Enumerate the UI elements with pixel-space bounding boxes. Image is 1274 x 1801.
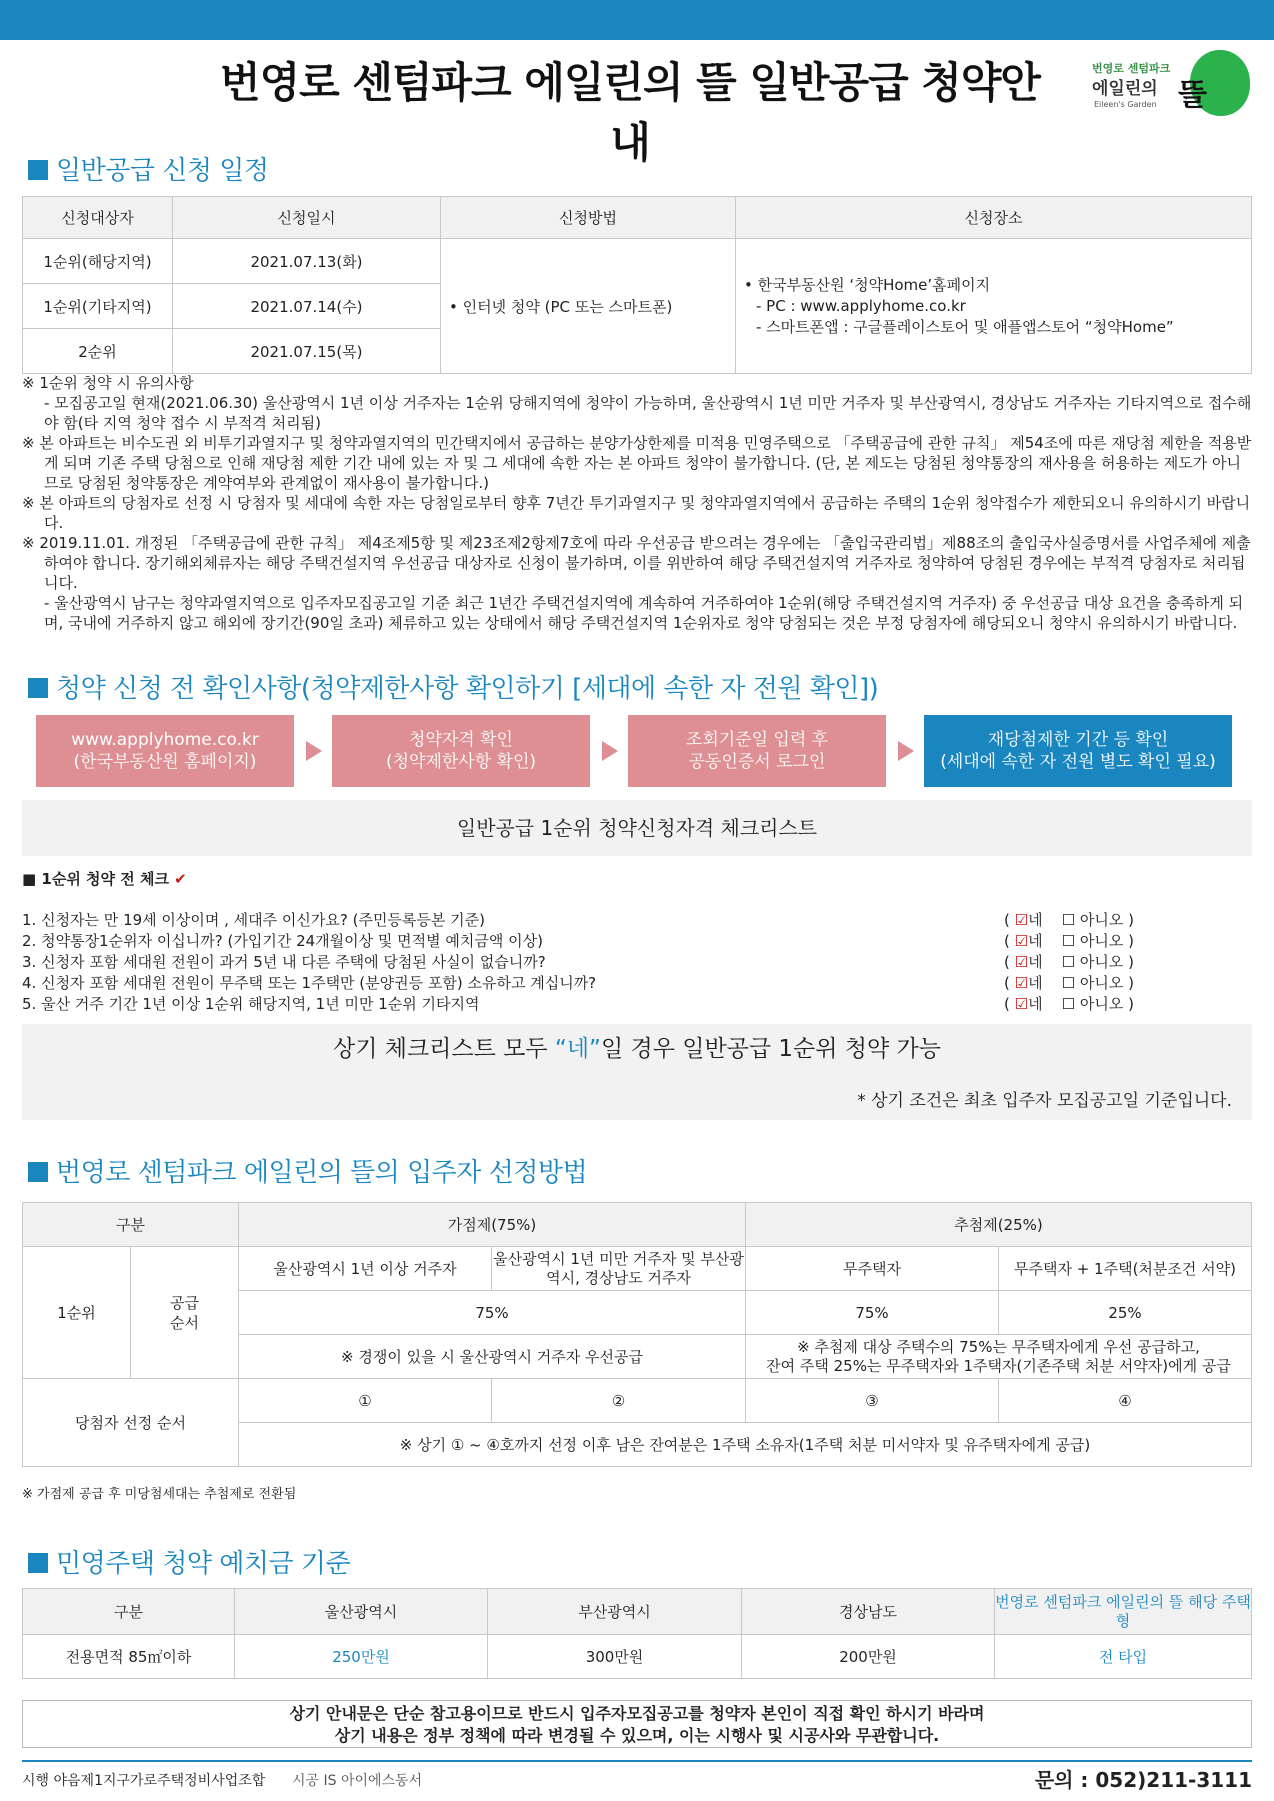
checklist bbox=[22, 910, 1152, 1015]
step-4: 재당첨제한 기간 등 확인 (세대에 속한 자 전원 별도 확인 필요) bbox=[924, 715, 1232, 787]
schedule-table: 신청대상자 신청일시 신청방법 신청장소 1순위(해당지역) 2021.07.13(화) • 인터넷 청약 (PC 또는 스마트폰) • 한국부동산원 ‘청약Home’홈페이지 - PC : www.applyhome.co.kr - 스마트폰앱 : 구글플레이스토어 및 애플앱스토어 “청약Home” 1순위(기타지역) 2021.07.14(수) 2순위 2021.07.15(목) bbox=[22, 196, 1252, 374]
deposit-table: 구분 울산광역시 부산광역시 경상남도 번영로 센텀파크 에일린의 뜰 해당 주택형 전용면적 85㎡이하 250만원 300만원 200만원 전 타입 bbox=[22, 1588, 1252, 1679]
checkmark-icon: ✔ bbox=[174, 870, 187, 888]
table-cell: 2021.07.13(화) bbox=[173, 239, 441, 284]
section-schedule-heading: 일반공급 신청 일정 bbox=[28, 150, 268, 187]
square-bullet-icon bbox=[28, 1162, 48, 1182]
section-deposit-heading: 민영주택 청약 예치금 기준 bbox=[28, 1543, 350, 1580]
contact-phone[interactable]: 문의 : 052)211-3111 bbox=[1034, 1768, 1252, 1792]
logo-line1: 번영로 센텀파크 bbox=[1092, 62, 1171, 75]
step-2: 청약자격 확인 (청약제한사항 확인) bbox=[332, 715, 590, 787]
list-item: 1. 신청자는 만 19세 이상이며 , 세대주 이신가요? (주민등록등본 기준) ( ☑네 ☐ 아니오 ) bbox=[22, 911, 1134, 929]
disclaimer-box: 상기 안내문은 단순 참고용이므로 반드시 입주자모집공고를 청약자 본인이 직접 확인 하시기 바라며 상기 내용은 정부 정책에 따라 변경될 수 있으며, 이는 시행사 및 시공사와 무관합니다. bbox=[22, 1700, 1252, 1748]
checkbox-checked-icon[interactable]: ☑ bbox=[1014, 911, 1029, 929]
list-item: 2. 청약통장1순위자 이십니까? (가입기간 24개월이상 및 면적별 예치금액 이상) ( ☑네 ☐ 아니오 ) bbox=[22, 932, 1134, 950]
apply-method: • 인터넷 청약 (PC 또는 스마트폰) bbox=[441, 239, 736, 374]
section-method-heading: 번영로 센텀파크 에일린의 뜰의 입주자 선정방법 bbox=[28, 1152, 587, 1189]
section-check-heading: 청약 신청 전 확인사항(청약제한사항 확인하기 [세대에 속한 자 전원 확인]) bbox=[28, 668, 878, 705]
page-title: 번영로 센텀파크 에일린의 뜰 일반공급 청약안내 bbox=[220, 58, 1040, 167]
developer: 시행 야음제1지구가로주택정비사업조합 bbox=[22, 1773, 266, 1789]
lottery-note: ※ 추첨제 대상 주택수의 75%는 무주택자에게 우선 공급하고, 잔여 주택 25%는 무주택자와 1주택자(기존주택 처분 서약자)에게 공급 bbox=[746, 1335, 1252, 1379]
process-steps bbox=[36, 715, 1236, 787]
table-cell: 2순위 bbox=[23, 329, 173, 374]
logo-line2: 에일린의 bbox=[1092, 79, 1158, 99]
arrow-right-icon bbox=[306, 741, 322, 761]
checklist-pre: ■ 1순위 청약 전 체크 ✔ bbox=[22, 870, 187, 888]
notes: ※ 1순위 청약 시 유의사항 - 모집공고일 현재(2021.06.30) 울산광역시 1년 이상 거주자는 1순위 당해지역에 청약이 가능하며, 울산광역시 1년 미만 거주자 및 부산광역시, 경상남도 거주자는 기타지역으로 접수해야 함(타 지역 청약 접수 시 부적격 처리됨) ※ 본 아파트는 비수도권 외 비투기과열지구 및 청약과열지역의 민간택지에서 공급하는 분양가상한제를 미적용 민영주택으로 「주택공급에 관한 규칙」 제54조에 따른 재당첨 제한을 적용받게 되며 기존 주택 당첨으로 인해 재당첨 제한 기간 내에 있는 자 및 그 세대에 속한 자는 본 아파트 청약이 불가합니다. (단, 본 제도는 당첨된 청약통장의 재사용을 허용하는 제도가 아니므로 당첨된 청약통장은 계약여부와 관계없이 재사용이 불가합니다.) ※ 본 아파트의 당첨자로 선정 시 당첨자 및 세대에 속한 자는 당첨일로부터 향후 7년간 투기과열지구 및 청약과열지역에서 공급하는 주택의 1순위 청약접수가 제한되오니 유의하시기 바랍니다. ※ 2019.11.01. 개정된 「주택공급에 관한 규칙」 제4조제5항 및 제23조제2항제7호에 따라 우선공급 받으려는 경우에는 「출입국관리법」제88조의 출입국사실증명서를 사업주체에 제출하여야 합니다. 장기해외체류자는 해당 주택건설지역 우선공급 대상자로 신청이 불가하며, 이를 위반하여 해당 주택건설지역 거주자로 청약하여 당첨된 경우에는 부적격 당첨자로 처리됩니다. - 울산광역시 남구는 청약과열지역으로 입주자모집공고일 기준 최근 1년간 주택건설지역에 계속하여 거주하여야 1순위(해당 주택건설지역 거주자) 중 우선공급 대상 요건을 충족하게 되며, 국내에 거주하지 않고 해외에 장기간(90일 초과) 체류하고 있는 상태에서 해당 주택건설지역 1순위자로 청약 당첨되는 것은 부정 당첨자에 해당되오니 청약시 유의하시기 바랍니다. bbox=[22, 374, 1252, 632]
checkbox-checked-icon[interactable]: ☑ bbox=[1014, 974, 1029, 992]
checklist-conclusion: 상기 체크리스트 모두 “네”일 경우 일반공급 1순위 청약 가능 * 상기 조건은 최초 입주자 모집공고일 기준입니다. bbox=[22, 1024, 1252, 1120]
list-item: 5. 울산 거주 기간 1년 이상 1순위 해당지역, 1년 미만 1순위 기타지역 ( ☑네 ☐ 아니오 ) bbox=[22, 995, 1134, 1013]
step-3: 조회기준일 입력 후 공동인증서 로그인 bbox=[628, 715, 886, 787]
list-item: 4. 신청자 포함 세대원 전원이 무주택 또는 1주택만 (분양권등 포함) 소유하고 계십니까? ( ☑네 ☐ 아니오 ) bbox=[22, 974, 1134, 992]
table-cell: 1순위(기타지역) bbox=[23, 284, 173, 329]
checkbox-icon[interactable]: ☐ bbox=[1061, 932, 1076, 950]
checkbox-checked-icon[interactable]: ☑ bbox=[1014, 932, 1029, 950]
checklist-title: 일반공급 1순위 청약신청자격 체크리스트 bbox=[22, 800, 1252, 856]
constructor: 시공 IS 아이에스동서 bbox=[292, 1773, 423, 1789]
step-1: www.applyhome.co.kr (한국부동산원 홈페이지) bbox=[36, 715, 294, 787]
checkbox-checked-icon[interactable]: ☑ bbox=[1014, 995, 1029, 1013]
brand-logo bbox=[1092, 50, 1262, 120]
square-bullet-icon bbox=[28, 160, 48, 180]
footer bbox=[22, 1760, 1252, 1790]
checkbox-icon[interactable]: ☐ bbox=[1061, 953, 1076, 971]
checkbox-icon[interactable]: ☐ bbox=[1061, 911, 1076, 929]
checkbox-icon[interactable]: ☐ bbox=[1061, 995, 1076, 1013]
arrow-right-icon bbox=[602, 741, 618, 761]
arrow-right-icon bbox=[898, 741, 914, 761]
checkbox-icon[interactable]: ☐ bbox=[1061, 974, 1076, 992]
square-bullet-icon bbox=[28, 678, 48, 698]
top-bar bbox=[0, 0, 1274, 40]
table-cell: 1순위(해당지역) bbox=[23, 239, 173, 284]
method-footnote: ※ 가점제 공급 후 미당첨세대는 추첨제로 전환됨 bbox=[22, 1487, 297, 1502]
logo-line4: 뜰 bbox=[1178, 78, 1207, 113]
list-item: 3. 신청자 포함 세대원 전원이 과거 5년 내 다른 주택에 당첨된 사실이 없습니까? ( ☑네 ☐ 아니오 ) bbox=[22, 953, 1134, 971]
checkbox-checked-icon[interactable]: ☑ bbox=[1014, 953, 1029, 971]
logo-line3: Eileen's Garden bbox=[1094, 100, 1157, 109]
square-bullet-icon bbox=[28, 1553, 48, 1573]
table-cell: 2021.07.14(수) bbox=[173, 284, 441, 329]
table-cell: 2021.07.15(목) bbox=[173, 329, 441, 374]
apply-place: • 한국부동산원 ‘청약Home’홈페이지 - PC : www.applyhome.co.kr - 스마트폰앱 : 구글플레이스토어 및 애플앱스토어 “청약Home” bbox=[736, 239, 1252, 374]
method-table: 구분 가점제(75%) 추첨제(25%) 1순위 공급 순서 울산광역시 1년 이상 거주자 울산광역시 1년 미만 거주자 및 부산광역시, 경상남도 거주자 무주택자 무주택자 + 1주택(처분조건 서약) 75% 75% 25% ※ 경쟁이 있을 시 울산광역시 거주자 우선공급 ※ 추첨제 대상 주택수의 75%는 무주택자에게 우선 공급하고, 잔여 주택 25%는 무주택자와 1주택자(기존주택 처분 서약자)에게 공급 당첨자 선정 순서 ① ② ③ ④ ※ 상기 ① ~ ④호까지 선정 이후 남은 잔여분은 1주택 소유자(1주택 처분 미서약자 및 유주택자에게 공급) bbox=[22, 1202, 1252, 1467]
